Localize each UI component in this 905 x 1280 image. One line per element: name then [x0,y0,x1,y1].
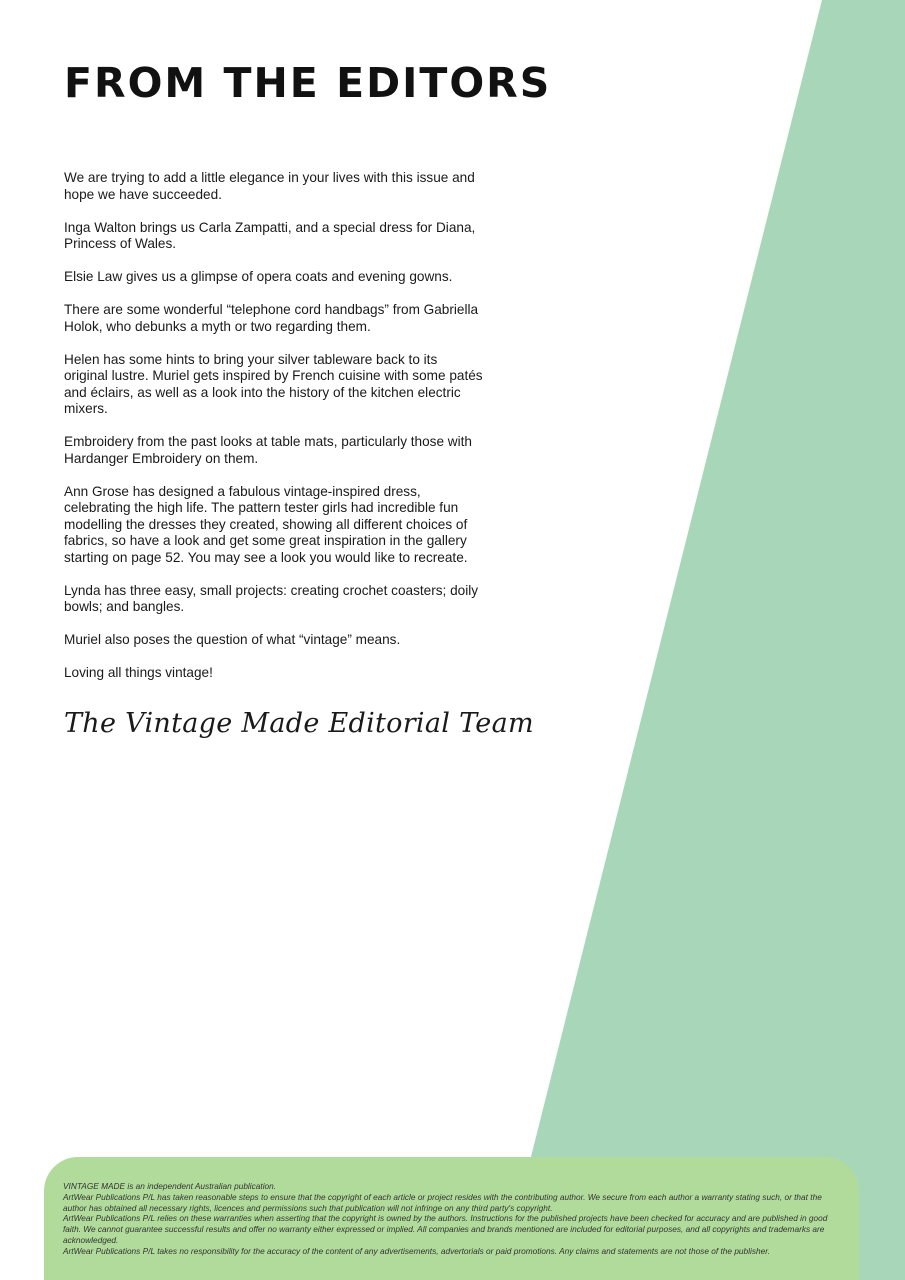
paragraph: Embroidery from the past looks at table mats, particularly those with Hardanger Embroidery on them. [64,434,472,466]
paragraph: Helen has some hints to bring your silver tableware back to its original lustre. Muriel gets inspired by French cuisine with some patés and éclairs, as well as a look into the history of the kitchen electric mixers. [64,351,483,416]
page-title: FROM THE EDITORS [64,59,552,107]
paragraph: Loving all things vintage! [64,665,213,680]
editorial-signature: The Vintage Made Editorial Team [64,708,534,739]
footer-line: ArtWear Publications P/L takes no responsibility for the accuracy of the content of any advertisements, advertorials or paid promotions. Any claims and statements are not those of the publisher. [63,1245,770,1256]
paragraph: Elsie Law gives us a glimpse of opera coats and evening gowns. [64,269,453,284]
footer-line: ArtWear Publications P/L has taken reasonable steps to ensure that the copyright of each article or project resides with the contributing author. We secure from each author a warranty stating such, or that the author has obtained all necessary rights, licences and permissions such that publication will not infringe on any third party's copyright. [63,1191,822,1213]
editorial-body [64,170,484,698]
footer-disclaimer-text [63,1181,843,1257]
paragraph: We are trying to add a little elegance in your lives with this issue and hope we have succeeded. [64,170,475,202]
paragraph: Ann Grose has designed a fabulous vintage-inspired dress, celebrating the high life. The pattern tester girls had incredible fun modelling the dresses they created, showing all different choices of fabrics, so have a look and get some great inspiration in the gallery starting on page 52. You may see a look you would like to recreate. [64,483,468,565]
paragraph: There are some wonderful “telephone cord handbags” from Gabriella Holok, who debunks a myth or two regarding them. [64,302,479,334]
paragraph: Lynda has three easy, small projects: creating crochet coasters; doily bowls; and bangles. [64,582,479,614]
paragraph: Muriel also poses the question of what “vintage” means. [64,632,401,647]
footer-line: VINTAGE MADE is an independent Australian publication. [63,1181,277,1191]
paragraph: Inga Walton brings us Carla Zampatti, and a special dress for Diana, Princess of Wales. [64,219,476,251]
green-diagonal-shape [500,0,905,1280]
footer-line: ArtWear Publications P/L relies on these warranties when asserting that the copyright is owned by the authors. Instructions for the published projects have been checked for accuracy and are published in good faith. We cannot guarantee successful results and offer no warranty either expressed or implied. All companies and brands mentioned are included for editorial purposes, and all copyrights and trademarks are acknowledged. [63,1213,828,1245]
